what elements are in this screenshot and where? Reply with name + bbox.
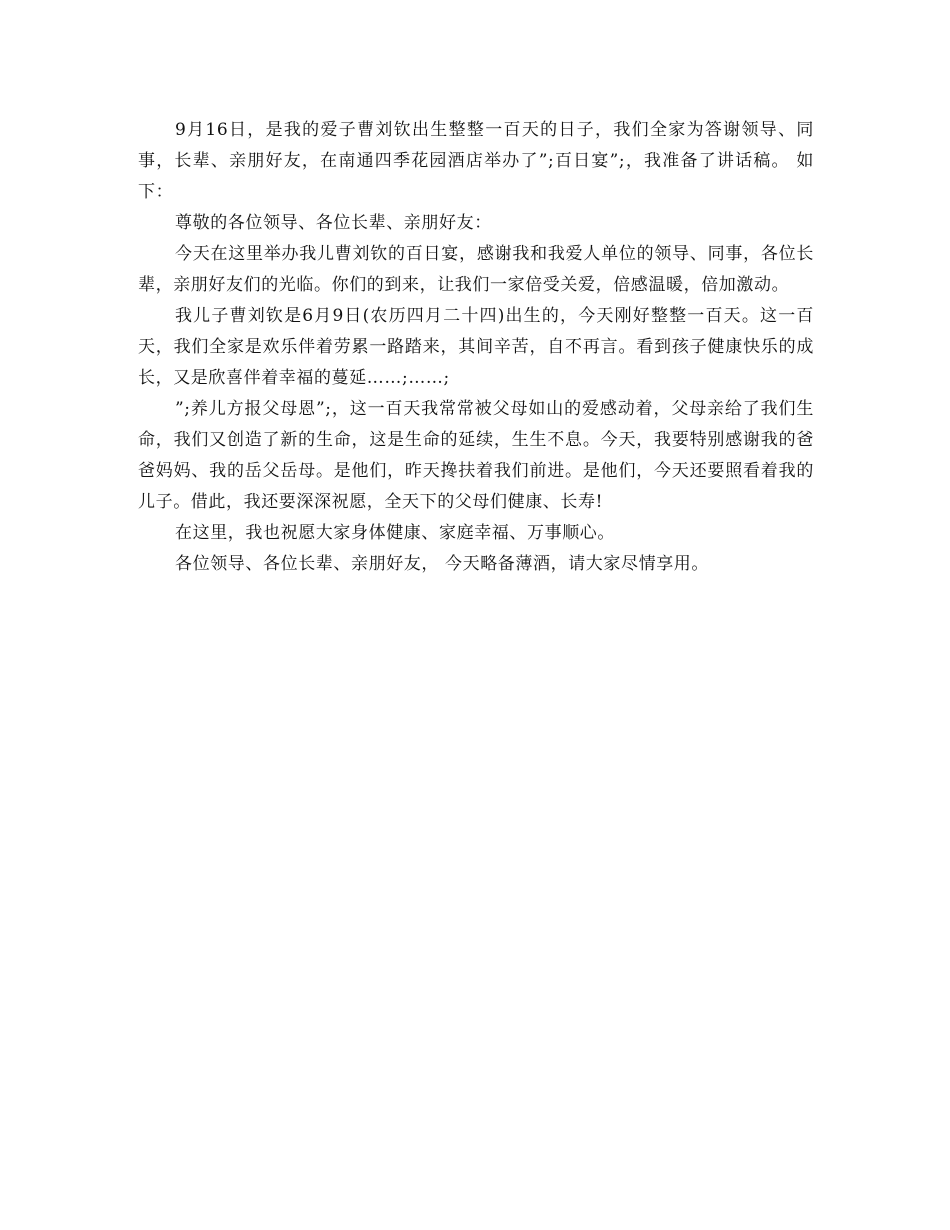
paragraph-thanks: 今天在这里举办我儿曹刘钦的百日宴，感谢我和我爱人单位的领导、同事，各位长辈，亲朋好友们的光临。你们的到来，让我们一家倍受关爱，倍感温暖，倍加激动。 xyxy=(138,244,814,295)
paragraph-wishes: 在这里，我也祝愿大家身体健康、家庭幸福、万事顺心。 xyxy=(175,523,615,543)
paragraph-birth: 我儿子曹刘钦是6月9日(农历四月二十四)出生的，今天刚好整整一百天。这一百天，我们全家是欢乐伴着劳累一路踏来，其间辛苦，自不再言。看到孩子健康快乐的成长，又是欣喜伴着幸福的蔓延……;……; xyxy=(138,306,814,388)
paragraph-parents: ”;养儿方报父母恩”;，这一百天我常常被父母如山的爱感动着，父母亲给了我们生命，我们又创造了新的生命，这是生命的延续，生生不息。今天，我要特别感谢我的爸爸妈妈、我的岳父岳母。是他们，昨天搀扶着我们前进。是他们，今天还要照看着我的儿子。借此，我还要深深祝愿，全天下的父母们健康、长寿! xyxy=(138,399,814,512)
paragraph-salutation: 尊敬的各位领导、各位长辈、亲朋好友： xyxy=(175,213,492,233)
paragraph-intro: 9月16日，是我的爱子曹刘钦出生整整一百天的日子，我们全家为答谢领导、同事，长辈、亲朋好友，在南通四季花园酒店举办了”;百日宴”;，我准备了讲话稿。 如下： xyxy=(138,120,814,202)
paragraph-closing: 各位领导、各位长辈、亲朋好友， 今天略备薄酒，请大家尽情享用。 xyxy=(175,554,710,574)
document-body xyxy=(138,115,814,580)
